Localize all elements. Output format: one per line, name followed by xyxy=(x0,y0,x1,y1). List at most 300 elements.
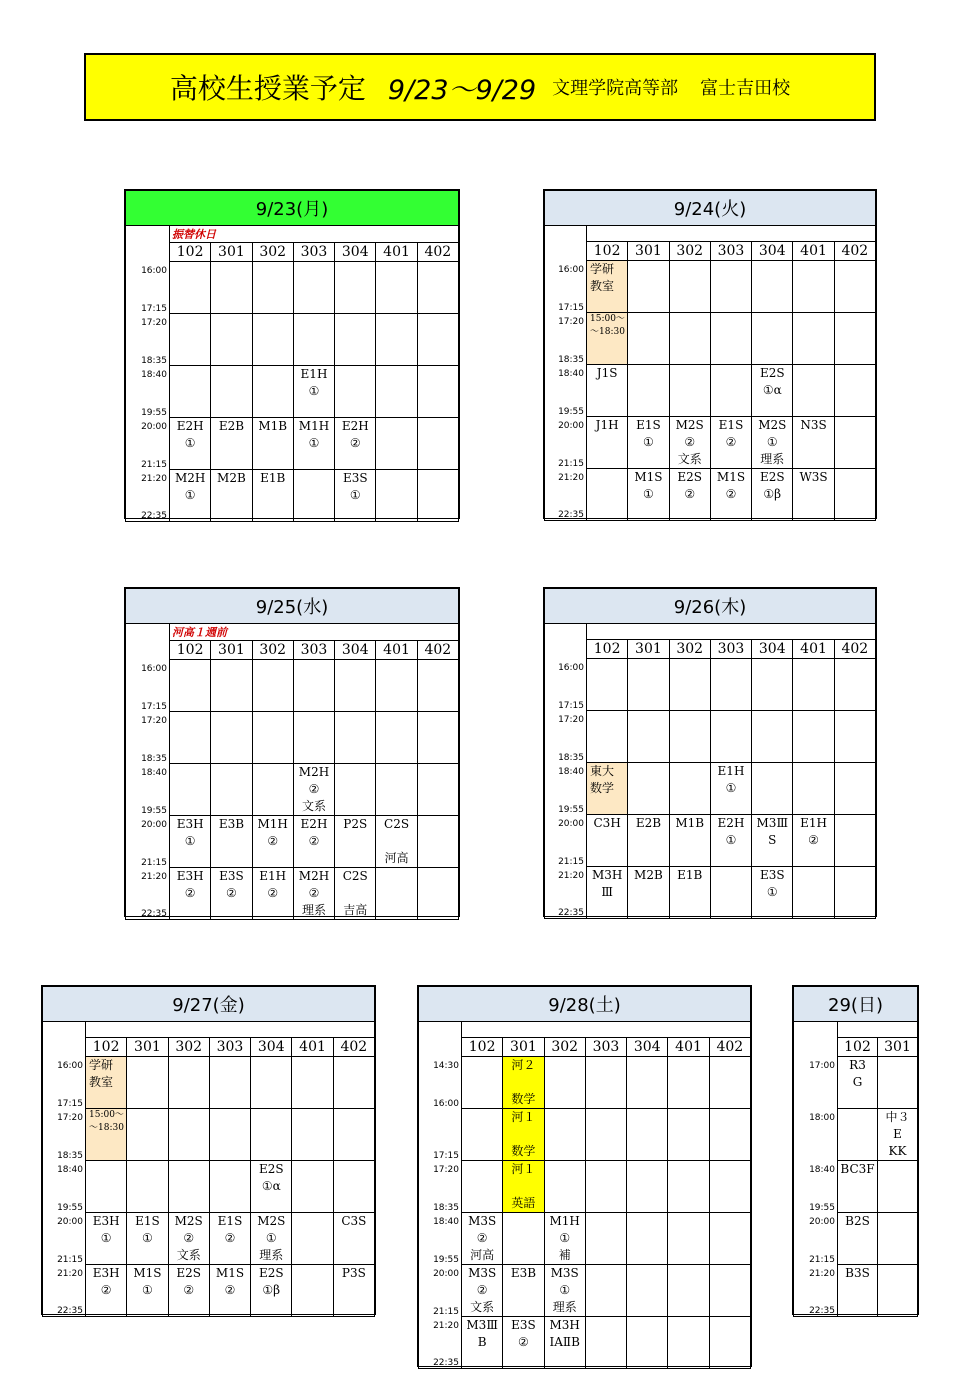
time-slot xyxy=(545,469,587,521)
class-line: 補 xyxy=(558,1248,571,1262)
time-slot xyxy=(126,764,170,816)
time-slot xyxy=(794,1213,838,1265)
class-cell xyxy=(417,764,458,816)
class-cell xyxy=(793,365,834,417)
class-line: 吉高 xyxy=(343,903,368,917)
class-cell xyxy=(335,366,376,418)
day-header: 9/28(土) xyxy=(419,987,751,1022)
room-header: 301 xyxy=(127,1038,168,1057)
time-slot xyxy=(545,867,587,919)
class-line: ①α xyxy=(261,1179,281,1193)
time-slot xyxy=(43,1213,86,1265)
slot-end-time: 22:35 xyxy=(809,1306,835,1316)
class-line: 15:00〜 xyxy=(89,1110,124,1120)
class-cell xyxy=(752,365,793,417)
class-line: 文系 xyxy=(470,1300,495,1314)
class-line: E2B xyxy=(218,419,245,433)
schedule-d25 xyxy=(124,587,460,917)
class-line: ① xyxy=(766,435,778,449)
class-cell xyxy=(709,1265,750,1317)
class-line xyxy=(376,833,416,850)
room-header: 303 xyxy=(293,641,334,660)
class-line: E2S xyxy=(677,470,703,484)
class-line: ② xyxy=(184,886,196,900)
class-line: ① xyxy=(265,1231,277,1245)
class-line: M3S xyxy=(550,1266,579,1280)
class-cell xyxy=(628,313,669,365)
class-line: 中３ xyxy=(885,1110,910,1124)
time-slot xyxy=(126,816,170,868)
class-cell xyxy=(462,1213,503,1265)
slot-start-time: 21:20 xyxy=(809,1268,835,1279)
class-cell xyxy=(668,1109,709,1161)
slot-start-time: 20:00 xyxy=(433,1268,459,1279)
class-cell xyxy=(170,470,211,522)
class-cell xyxy=(834,815,875,867)
room-header: 102 xyxy=(86,1038,127,1057)
class-cell xyxy=(587,365,628,417)
class-cell xyxy=(878,1161,918,1213)
class-cell xyxy=(793,659,834,711)
class-line: ① xyxy=(725,781,737,795)
class-cell xyxy=(503,1057,544,1109)
slot-end-time: 17:15 xyxy=(141,303,167,314)
slot-start-time: 17:20 xyxy=(558,714,584,725)
class-line: ② xyxy=(308,782,320,796)
class-cell xyxy=(417,366,458,418)
class-cell xyxy=(209,1161,250,1213)
class-cell xyxy=(376,816,417,868)
class-cell xyxy=(170,262,211,314)
class-line: 学研 xyxy=(89,1058,114,1072)
class-line: E2B xyxy=(635,816,662,830)
room-header: 402 xyxy=(834,242,875,261)
class-cell xyxy=(292,1265,333,1317)
class-cell xyxy=(709,1057,750,1109)
time-slot xyxy=(794,1265,838,1317)
room-header: 304 xyxy=(752,640,793,659)
class-line: ① xyxy=(766,885,778,899)
class-line: ① xyxy=(142,1283,153,1297)
slot-start-time: 21:20 xyxy=(558,870,584,881)
time-slot xyxy=(126,660,170,712)
class-line: ② xyxy=(267,886,279,900)
time-column-head xyxy=(126,226,170,262)
class-cell xyxy=(627,1161,668,1213)
time-slot xyxy=(126,314,170,366)
day-note xyxy=(462,1023,464,1036)
class-line: M2H xyxy=(174,471,206,485)
class-line: M3S xyxy=(468,1214,497,1228)
slot-start-time: 18:40 xyxy=(57,1164,83,1175)
class-line: ① xyxy=(308,436,320,450)
class-cell xyxy=(211,366,252,418)
class-line: ② xyxy=(308,834,320,848)
class-line: 河１ xyxy=(511,1162,536,1176)
slot-end-time: 21:15 xyxy=(558,458,584,469)
class-cell xyxy=(209,1057,250,1109)
class-cell xyxy=(86,1109,127,1161)
class-cell xyxy=(170,816,211,868)
class-cell xyxy=(793,867,834,919)
class-line: E3S xyxy=(219,869,244,883)
class-cell xyxy=(838,1161,878,1213)
class-cell xyxy=(417,314,458,366)
class-cell xyxy=(292,1161,333,1213)
class-line: E3S xyxy=(511,1318,536,1332)
class-cell xyxy=(878,1057,918,1109)
class-cell xyxy=(710,659,751,711)
class-line: ① xyxy=(559,1231,571,1245)
class-line: E3B xyxy=(218,817,245,831)
class-line: M2B xyxy=(217,471,246,485)
class-line: ② xyxy=(100,1283,112,1297)
day-header: 9/26(木) xyxy=(545,589,876,624)
class-cell xyxy=(293,418,334,470)
class-cell xyxy=(709,1161,750,1213)
class-line: ② xyxy=(725,435,737,449)
slot-start-time: 17:20 xyxy=(141,715,167,726)
class-cell xyxy=(168,1057,209,1109)
class-line: 東大 xyxy=(590,764,615,778)
class-line: M2S xyxy=(257,1214,286,1228)
slot-end-time: 21:15 xyxy=(558,856,584,867)
class-line: E3H xyxy=(176,869,204,883)
room-header: 302 xyxy=(544,1038,585,1057)
slot-start-time: 21:20 xyxy=(141,473,167,484)
class-line: ① xyxy=(559,1283,571,1297)
class-cell xyxy=(335,262,376,314)
room-header: 102 xyxy=(462,1038,503,1057)
class-cell xyxy=(211,470,252,522)
class-line: 理系 xyxy=(259,1248,284,1262)
slot-start-time: 17:20 xyxy=(433,1164,459,1175)
class-line: J1H xyxy=(595,418,619,432)
class-cell xyxy=(669,711,710,763)
class-cell xyxy=(462,1109,503,1161)
class-line: M2H xyxy=(298,869,330,883)
class-cell xyxy=(376,314,417,366)
slot-end-time: 17:15 xyxy=(558,302,584,313)
room-header: 302 xyxy=(252,243,293,262)
page-title: 高校生授業予定 xyxy=(169,72,366,105)
slot-start-time: 17:20 xyxy=(141,317,167,328)
class-line: 教室 xyxy=(590,279,615,293)
class-cell xyxy=(752,867,793,919)
class-cell xyxy=(127,1109,168,1161)
class-cell xyxy=(628,815,669,867)
class-cell xyxy=(376,712,417,764)
class-cell xyxy=(170,660,211,712)
class-cell xyxy=(252,366,293,418)
class-line: ② xyxy=(183,1283,195,1297)
time-slot xyxy=(794,1161,838,1213)
class-cell xyxy=(628,867,669,919)
class-cell xyxy=(170,764,211,816)
slot-end-time: 21:15 xyxy=(809,1254,835,1265)
class-line: M3H xyxy=(591,868,623,882)
time-slot xyxy=(419,1213,462,1265)
class-cell xyxy=(170,314,211,366)
class-line: KK xyxy=(888,1144,907,1158)
class-cell xyxy=(544,1161,585,1213)
class-cell xyxy=(834,659,875,711)
class-cell xyxy=(335,868,376,920)
class-cell xyxy=(168,1109,209,1161)
slot-end-time: 21:15 xyxy=(141,857,167,868)
class-cell xyxy=(127,1213,168,1265)
slot-end-time: 18:35 xyxy=(141,753,167,764)
class-cell xyxy=(209,1109,250,1161)
class-cell xyxy=(417,868,458,920)
time-column-head xyxy=(545,624,587,659)
time-slot xyxy=(545,763,587,815)
class-line: C3S xyxy=(341,1214,367,1228)
slot-end-time: 19:55 xyxy=(141,805,167,816)
class-line: BC3F xyxy=(840,1162,875,1176)
class-line: ② xyxy=(684,487,696,501)
class-line: 河高 xyxy=(384,851,409,865)
time-column-head xyxy=(43,1022,86,1057)
class-cell xyxy=(627,1057,668,1109)
class-line: ② xyxy=(684,435,696,449)
class-cell xyxy=(376,764,417,816)
class-cell xyxy=(834,469,875,521)
day-note xyxy=(587,227,589,240)
class-line: 理系 xyxy=(301,903,326,917)
class-cell xyxy=(669,815,710,867)
class-cell xyxy=(628,417,669,469)
slot-start-time: 16:00 xyxy=(558,662,584,673)
class-cell xyxy=(293,470,334,522)
class-cell xyxy=(127,1057,168,1109)
slot-start-time: 18:40 xyxy=(433,1216,459,1227)
class-cell xyxy=(503,1161,544,1213)
schedule-d24 xyxy=(543,189,877,519)
class-cell xyxy=(838,1265,878,1317)
class-cell xyxy=(628,261,669,313)
schedule-d27 xyxy=(41,985,376,1315)
class-cell xyxy=(211,262,252,314)
time-slot xyxy=(126,262,170,314)
slot-end-time: 21:15 xyxy=(141,459,167,470)
class-line: M1S xyxy=(634,470,663,484)
room-header: 304 xyxy=(251,1038,292,1057)
class-cell xyxy=(544,1317,585,1369)
class-cell xyxy=(335,816,376,868)
class-cell xyxy=(587,313,628,365)
class-cell xyxy=(834,261,875,313)
class-line: 英語 xyxy=(511,1196,536,1210)
class-line: ② xyxy=(518,1335,529,1349)
class-cell xyxy=(252,816,293,868)
time-column-head xyxy=(126,624,170,660)
class-cell xyxy=(170,418,211,470)
slot-start-time: 18:40 xyxy=(141,369,167,380)
slot-start-time: 14:30 xyxy=(433,1060,459,1071)
class-cell xyxy=(669,659,710,711)
class-line: M2S xyxy=(675,418,704,432)
time-slot xyxy=(794,1109,838,1161)
class-line: 文系 xyxy=(677,452,702,466)
room-header: 303 xyxy=(209,1038,250,1057)
class-cell xyxy=(587,659,628,711)
time-column-head xyxy=(545,226,587,261)
class-cell xyxy=(170,868,211,920)
class-line xyxy=(503,1074,543,1091)
class-line: M1H xyxy=(298,419,330,433)
class-cell xyxy=(293,660,334,712)
day-note: 河高１週前 xyxy=(172,626,227,639)
class-cell xyxy=(669,469,710,521)
room-header: 402 xyxy=(709,1038,750,1057)
slot-start-time: 21:20 xyxy=(433,1320,459,1331)
class-cell xyxy=(668,1317,709,1369)
class-cell xyxy=(628,469,669,521)
time-slot xyxy=(126,712,170,764)
class-cell xyxy=(585,1161,626,1213)
class-line: ① xyxy=(643,435,654,449)
room-header: 302 xyxy=(252,641,293,660)
class-line: E2H xyxy=(717,816,745,830)
class-cell xyxy=(335,418,376,470)
class-cell xyxy=(587,261,628,313)
class-cell xyxy=(293,816,334,868)
class-cell xyxy=(293,366,334,418)
class-line: ① xyxy=(184,488,196,502)
class-line: E3B xyxy=(510,1266,537,1280)
class-cell xyxy=(627,1213,668,1265)
class-line: ① xyxy=(643,487,654,501)
slot-end-time: 19:55 xyxy=(141,407,167,418)
class-line: M3S xyxy=(468,1266,497,1280)
class-cell xyxy=(417,816,458,868)
class-cell xyxy=(376,868,417,920)
campus-name: 富士吉田校 xyxy=(700,78,791,99)
room-header: 401 xyxy=(292,1038,333,1057)
class-cell xyxy=(168,1161,209,1213)
class-cell xyxy=(251,1213,292,1265)
slot-end-time: 22:35 xyxy=(433,1358,459,1368)
class-cell xyxy=(838,1109,878,1161)
schedule-d29 xyxy=(792,985,919,1315)
room-header: 303 xyxy=(585,1038,626,1057)
class-cell xyxy=(628,365,669,417)
class-cell xyxy=(627,1317,668,1369)
room-header: 302 xyxy=(669,242,710,261)
time-slot xyxy=(545,711,587,763)
slot-start-time: 18:40 xyxy=(141,767,167,778)
class-cell xyxy=(710,417,751,469)
class-cell xyxy=(333,1265,374,1317)
class-cell xyxy=(211,660,252,712)
class-line: E3H xyxy=(176,817,204,831)
slot-end-time: 19:55 xyxy=(558,406,584,417)
room-header: 304 xyxy=(627,1038,668,1057)
day-note: 振替休日 xyxy=(172,228,216,241)
class-line: M1S xyxy=(133,1266,162,1280)
class-cell xyxy=(710,313,751,365)
class-cell xyxy=(251,1109,292,1161)
class-line: ② xyxy=(725,487,737,501)
class-line: E2S xyxy=(258,1162,284,1176)
class-cell xyxy=(587,815,628,867)
room-header: 303 xyxy=(710,640,751,659)
class-cell xyxy=(86,1213,127,1265)
time-slot xyxy=(419,1109,462,1161)
class-cell xyxy=(710,763,751,815)
class-cell xyxy=(793,711,834,763)
class-line: ①β xyxy=(262,1283,281,1297)
class-cell xyxy=(252,470,293,522)
room-header: 301 xyxy=(878,1038,918,1057)
class-cell xyxy=(251,1161,292,1213)
class-line: E2H xyxy=(341,419,369,433)
class-line: ⅠAⅡB xyxy=(549,1335,580,1349)
class-cell xyxy=(627,1265,668,1317)
room-header: 401 xyxy=(668,1038,709,1057)
slot-start-time: 16:00 xyxy=(141,663,167,674)
slot-end-time: 18:35 xyxy=(558,354,584,365)
date-range: 9/23〜9/29 xyxy=(387,74,537,106)
slot-end-time: 17:15 xyxy=(433,1150,459,1161)
class-cell xyxy=(462,1161,503,1213)
class-cell xyxy=(834,313,875,365)
room-header: 402 xyxy=(333,1038,374,1057)
slot-start-time: 17:20 xyxy=(558,316,584,327)
slot-start-time: 20:00 xyxy=(558,818,584,829)
class-line: E1S xyxy=(636,418,661,432)
class-line: E xyxy=(893,1127,902,1141)
class-line: M1S xyxy=(716,470,746,484)
slot-start-time: 20:00 xyxy=(57,1216,83,1227)
class-line: ② xyxy=(224,1231,236,1245)
class-line: M1B xyxy=(675,816,705,830)
class-cell xyxy=(752,417,793,469)
class-cell xyxy=(710,711,751,763)
class-line: 理系 xyxy=(760,452,785,466)
room-header: 304 xyxy=(335,243,376,262)
class-line: E1S xyxy=(718,418,744,432)
class-cell xyxy=(793,815,834,867)
class-cell xyxy=(668,1057,709,1109)
time-slot xyxy=(126,868,170,920)
class-line: 15:00〜 xyxy=(590,314,625,324)
class-line: E1S xyxy=(217,1214,243,1228)
class-cell xyxy=(834,763,875,815)
room-header: 102 xyxy=(587,640,628,659)
class-cell xyxy=(834,711,875,763)
class-cell xyxy=(793,469,834,521)
class-cell xyxy=(709,1317,750,1369)
class-line: N3S xyxy=(800,418,827,432)
class-line: E1B xyxy=(260,471,286,485)
slot-start-time: 20:00 xyxy=(141,421,167,432)
class-line: E1B xyxy=(677,868,703,882)
class-cell xyxy=(628,711,669,763)
class-cell xyxy=(709,1213,750,1265)
class-cell xyxy=(585,1265,626,1317)
class-cell xyxy=(211,712,252,764)
class-cell xyxy=(669,763,710,815)
class-cell xyxy=(376,418,417,470)
class-cell xyxy=(333,1213,374,1265)
class-cell xyxy=(209,1213,250,1265)
day-header: 9/23(月) xyxy=(126,191,459,226)
time-slot xyxy=(545,365,587,417)
room-header: 301 xyxy=(628,242,669,261)
class-cell xyxy=(335,712,376,764)
